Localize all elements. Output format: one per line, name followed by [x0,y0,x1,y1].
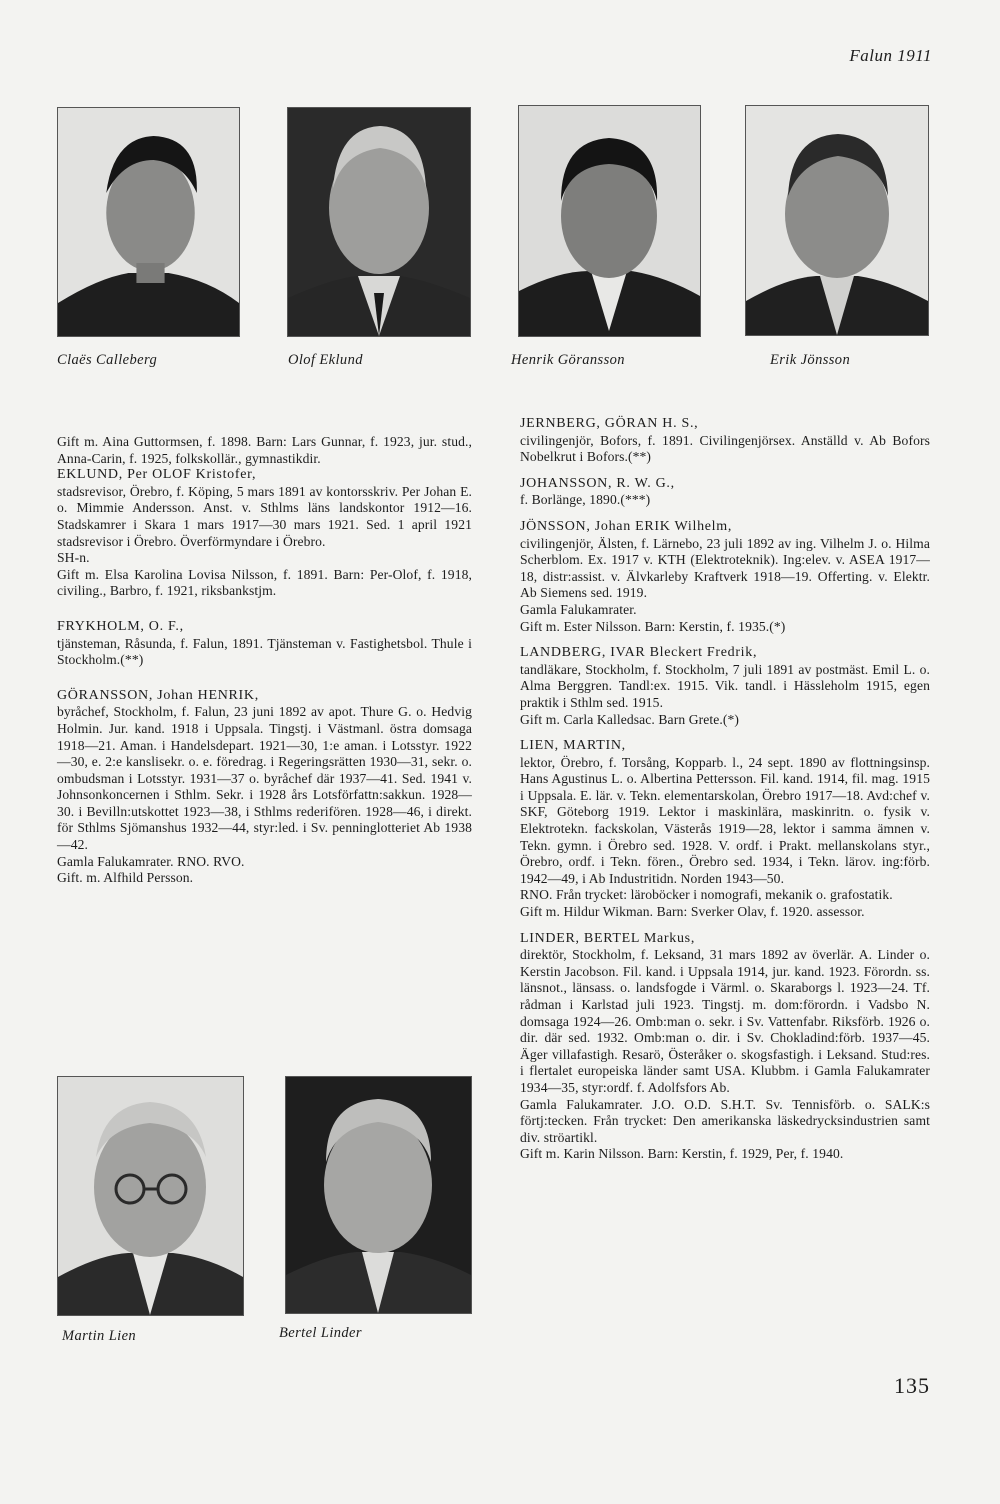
entry-eklund [57,467,472,600]
entry-text: civilingenjör, Bofors, f. 1891. Civilingenjörsex. Anställd v. Ab Bofors Nobelkrut i Bofors.(**) [520,432,930,465]
entry-text: Gift m. Carla Kalledsac. Barn Grete.(*) [520,711,740,727]
entry-name: JÖNSSON, Johan ERIK Wilhelm, [520,518,733,534]
portrait-caption-3: Henrik Göransson [511,352,625,368]
entry-text: civilingenjör, Älsten, f. Lärnebo, 23 juli 1892 av ing. Vilhelm J. o. Hilma Scherblom. Ex. 1917 v. KTH (Elektroteknik). Ing:elev. v. ASEA 1917—18, distr:assist. v. Älvkarleby Kraftverk 1918—19. Offerting. v. Elektr. Ab Siemens sed. 1919. [520,535,930,601]
entry-text: stadsrevisor, Örebro, f. Köping, 5 mars 1891 av kontorsskriv. Per Johan E. o. Mimmie Andersson. Anst. v. Sthlms läns landskontor 1912—16. Stadskamrer i Skara 1 mars 1917—30 mars 1921. Sed. 1 april 1921 stadsrevisor i Örebro. Överförmyndare i Örebro. [57,483,472,549]
right-column [520,416,930,1173]
entry-name: FRYKHOLM, O. F., [57,618,184,634]
running-head: Falun 1911 [849,46,932,65]
entry-name: JOHANSSON, R. W. G., [520,475,675,491]
portrait-caption-4: Erik Jönsson [770,352,851,368]
portrait-photo-1 [57,107,240,337]
entry-text: Gift m. Ester Nilsson. Barn: Kerstin, f. 1935.(*) [520,618,786,634]
entry-text: SH-n. [57,550,90,566]
portrait-photo-2 [287,107,471,337]
entry-text: RNO. Från trycket: läroböcker i nomografi, mekanik o. grafostatik. [520,887,893,903]
portrait-photo-6 [285,1076,472,1314]
entry-name: EKLUND, Per OLOF Kristofer, [57,467,257,483]
entry-text: Gamla Falukamrater. [520,601,637,617]
entry-text: Gift m. Hildur Wikman. Barn: Sverker Olav, f. 1920. assessor. [520,904,865,920]
entry-lien [520,738,930,921]
entry-text: Gamla Falukamrater. RNO. RVO. [57,853,245,869]
portrait-caption-1: Claës Calleberg [57,352,158,368]
entry-text: Gamla Falukamrater. J.O. O.D. S.H.T. Sv. Tennisförb. o. SALK:s förtj:tecken. Från trycket: Den amerikanska läskedrycksindustrien samt div. ströartikl. [520,1096,930,1145]
page-number: 135 [894,1373,930,1398]
entry-landberg [520,645,930,728]
entry-name: LANDBERG, IVAR Bleckert Fredrik, [520,645,758,661]
entry-text: Gift m. Elsa Karolina Lovisa Nilsson, f. 1891. Barn: Per-Olof, f. 1918, civiling., Barbro, f. 1921, riksbankstjm. [57,566,472,599]
entry-name: JERNBERG, GÖRAN H. S., [520,416,699,431]
entry-intro-text: Gift m. Aina Guttormsen, f. 1898. Barn: Lars Gunnar, f. 1923, jur. stud., Anna-Carin, f. 1925, folkskollär., gymnastikdir. [57,434,472,466]
entry-name: GÖRANSSON, Johan HENRIK, [57,687,259,703]
entry-text: byråchef, Stockholm, f. Falun, 23 juni 1892 av apot. Thure G. o. Hedvig Holmin. Jur. kand. 1918 i Uppsala. Tingstj. i Västmanl. östra domsaga 1918—21. Aman. i Handelsdepart. 1921—30, 1:e aman. i Lotsstyr. 1922—30, e. 2:e kanslisekr. o. e. föredrag. i Regeringsrätten 1930—31, sekr. o. ombudsman i Lotsstyr. 1931—37 o. byråchef där 1937—41. Sed. 1941 v. Johnsonkoncernen i Sthlm. Sekr. i 1928 års Lotsförfattn:sakkun. 1928—30. i Bevilln:utskottet 1923—38, i Sthlms rederifören. 1928—46, i direkt. för Sthlms Sjömanshus 1932—44, styr:led. i Sv. penninglotteriet Ab 1938—42. [57,704,472,853]
entry-text: f. Borlänge, 1890.(***) [520,492,651,508]
portrait-caption-5: Martin Lien [62,1328,137,1344]
entry-text: lektor, Örebro, f. Torsång, Kopparb. l., 24 sept. 1890 av flottningsinsp. Hans Agustinus L. o. Albertina Pettersson. Fil. kand. 1914, fil. mag. 1915 i Uppsala. E. lär. v. Tekn. elementarskolan, Örebro 1917—18. Avd:chef v. SKF, Göteborg 1919. Lektor i maskinlära, maskinritn. o. fysik v. Elektrotekn. fackskolan, Västerås 1919—28, lektor i samma ämnen v. Tekn. gymn. i Örebro sed. 1928. V. ordf. i Prakt. mellanskolans styr., Örebro, ordf. i Tekn. fören., Örebro sed. 1934, i Tekn. lärov. ing:förb. 1942—49, i Ab Industritidn. Norden 1943—50. [520,754,930,886]
entry-text: Gift m. Karin Nilsson. Barn: Kerstin, f. 1929, Per, f. 1940. [520,1146,844,1162]
entry-text: tandläkare, Stockholm, f. Stockholm, 7 juli 1891 av postmäst. Emil L. o. Alma Berggren. Tandl:ex. 1915. Vik. tandl. i Hässleholm 1915, egen praktik i Sthlm sed. 1915. [520,661,930,710]
entry-johansson [520,476,930,509]
entry-jonsson [520,519,930,635]
entry-frykholm [57,619,472,669]
portrait-caption-6: Bertel Linder [279,1325,362,1341]
left-column [57,434,472,906]
entry-name: LIEN, MARTIN, [520,738,626,754]
entry-jernberg [520,416,930,466]
entry-text: direktör, Stockholm, f. Leksand, 31 mars 1892 av överlär. A. Linder o. Kerstin Jacobson. Fil. kand. i Uppsala 1914, jur. kand. 1923. Förordn. ss. länsnot., länsass. o. landsfogde i Värml. o. Skaraborgs l. 1923—24. Tf. rådman i Karlstad juli 1923. Tingstj. m. dom:förordn. i Vadsbo N. domsaga 1924—26. Omb:man o. sekr. i Sv. Vattenfabr. Riksförb. 1926 o. dir. där sed. 1932. Omb:man o. dir. i Sv. Chokladind:förb. 1937—45. Äger villafastigh. Resarö, Österåker o. skogsfastigh. i Leksand. Stud:res. i flertalet europeiska länder samt USA. Klubbm. i Gamla Falukamrater 1934—35, styr:ordf. f. Adolfsfors Ab. [520,947,930,1095]
portrait-photo-3 [518,105,701,337]
entry-text: Gift. m. Alfhild Persson. [57,870,194,886]
entry-name: LINDER, BERTEL Markus, [520,930,696,946]
portrait-caption-2: Olof Eklund [288,352,363,368]
portrait-photo-5 [57,1076,244,1316]
portrait-photo-4 [745,105,929,336]
entry-text: tjänsteman, Råsunda, f. Falun, 1891. Tjänsteman v. Fastighetsbol. Thule i Stockholm.(**) [57,635,472,668]
entry-linder [520,931,930,1163]
entry-goransson [57,688,472,887]
